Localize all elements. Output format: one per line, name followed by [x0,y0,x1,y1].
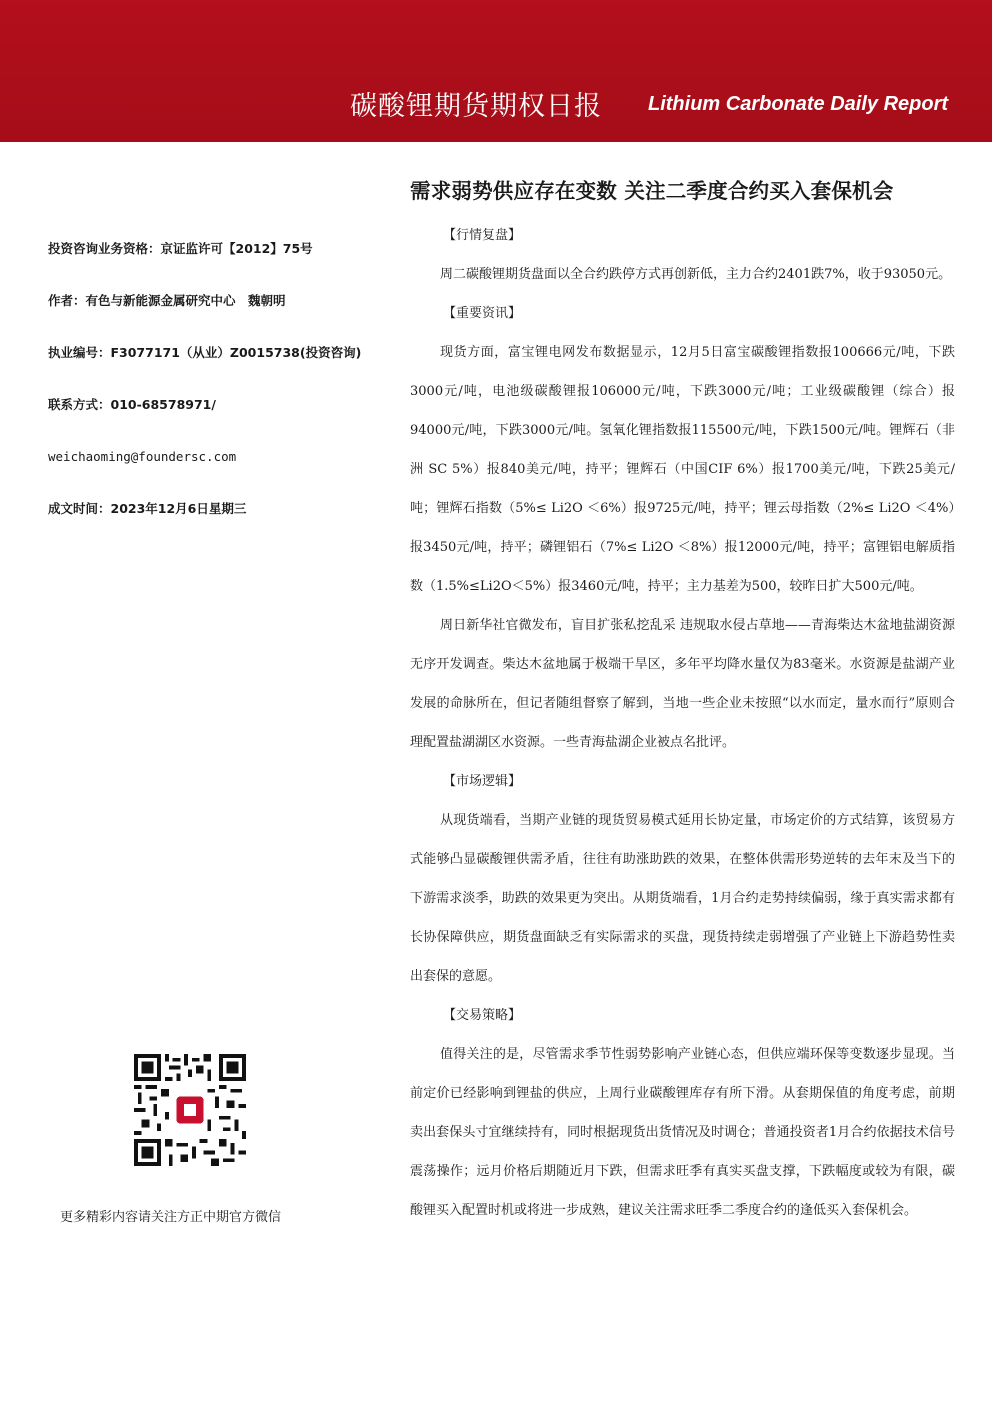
contact-line: 联系方式：010-68578971/ [48,397,216,412]
section-market-logic [410,762,955,996]
wechat-qr-code [134,1054,246,1166]
section-trading-strategy [410,996,955,1230]
paragraph: 现货方面，富宝锂电网发布数据显示，12月5日富宝碳酸锂指数报100666元/吨，下跌3000元/吨，电池级碳酸锂报106000元/吨，下跌3000元/吨；工业级碳酸锂（综合）报94000元/吨，下跌3000元/吨。氢氧化锂指数报115500元/吨，下跌1500元/吨。锂辉石（非洲 SC 5%）报840美元/吨，持平；锂辉石（中国CIF 6%）报1700美元/吨，下跌25美元/吨；锂辉石指数（5%≤ Li2O ＜6%）报9725元/吨，持平；锂云母指数（2%≤ Li2O ＜4%）报3450元/吨，持平；磷锂铝石（7%≤ Li2O ＜8%）报12000元/吨，持平；富锂铝电解质指数（1.5%≤Li2O＜5%）报3460元/吨，持平；主力基差为500，较昨日扩大500元/吨。 [410,345,955,594]
license-line: 执业编号：F3077171（从业）Z0015738(投资咨询) [48,345,362,360]
date-line: 成文时间：2023年12月6日星期三 [48,501,247,516]
section-heading: 【交易策略】 [443,1008,522,1023]
section-key-news [410,294,955,762]
paragraph: 周二碳酸锂期货盘面以全合约跌停方式再创新低，主力合约2401跌7%，收于93050元。 [440,267,952,282]
section-heading: 【行情复盘】 [443,228,522,243]
section-market-review [410,216,955,294]
author-sidebar [48,240,388,552]
author-line: 作者：有色与新能源金属研究中心 魏朝明 [48,293,286,308]
section-heading: 【市场逻辑】 [443,774,522,789]
email-line: weichaoming@foundersc.com [48,449,237,464]
report-title-en: Lithium Carbonate Daily Report [648,93,949,115]
article-headline: 需求弱势供应存在变数 关注二季度合约买入套保机会 [410,179,894,203]
paragraph: 周日新华社官微发布，盲目扩张私挖乱采 违规取水侵占草地——青海柴达木盆地盐湖资源无序开发调查。柴达木盆地属于极端干旱区，多年平均降水量仅为83毫米。水资源是盐湖产业发展的命脉所在，但记者随组督察了解到，当地一些企业未按照“以水而定，量水而行”原则合理配置盐湖湖区水资源。一些青海盐湖企业被点名批评。 [410,618,955,750]
qualification-line: 投资咨询业务资格：京证监许可【2012】75号 [48,241,313,256]
article-body [410,216,955,1230]
header-banner [0,0,992,142]
report-title-cn: 碳酸锂期货期权日报 [350,91,602,122]
qr-caption: 更多精彩内容请关注方正中期官方微信 [60,1210,282,1225]
paragraph: 值得关注的是，尽管需求季节性弱势影响产业链心态，但供应端环保等变数逐步显现。当前定价已经影响到锂盐的供应，上周行业碳酸锂库存有所下滑。从套期保值的角度考虑，前期卖出套保头寸宜继续持有，同时根据现货出货情况及时调仓；普通投资者1月合约依据技术信号震荡操作；远月价格后期随近月下跌，但需求旺季有真实买盘支撑，下跌幅度或较为有限，碳酸锂买入配置时机或将进一步成熟，建议关注需求旺季二季度合约的逢低买入套保机会。 [410,1047,955,1218]
paragraph: 从现货端看，当期产业链的现货贸易模式延用长协定量，市场定价的方式结算，该贸易方式能够凸显碳酸锂供需矛盾，往往有助涨助跌的效果，在整体供需形势逆转的去年末及当下的下游需求淡季，助跌的效果更为突出。从期货端看，1月合约走势持续偏弱，缘于真实需求都有长协保障供应，期货盘面缺乏有实际需求的买盘，现货持续走弱增强了产业链上下游趋势性卖出套保的意愿。 [410,813,955,984]
section-heading: 【重要资讯】 [443,306,522,321]
